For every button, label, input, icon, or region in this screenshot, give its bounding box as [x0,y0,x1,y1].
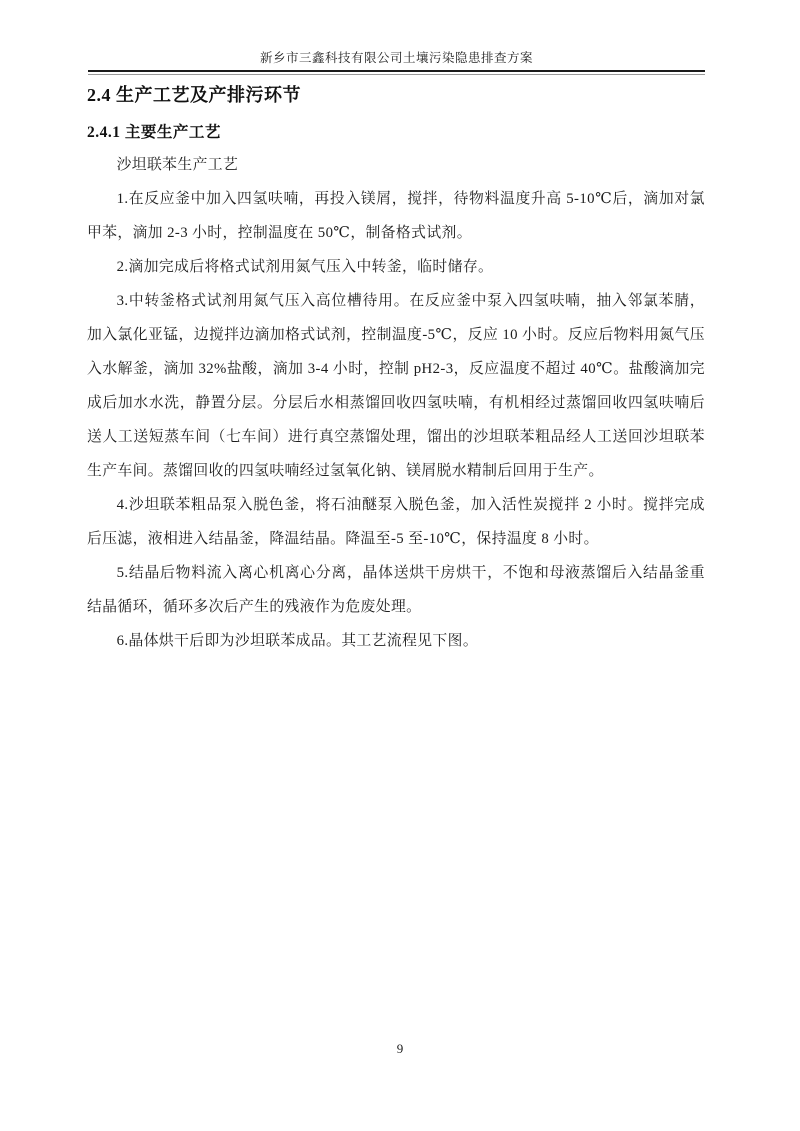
paragraph-intro: 沙坦联苯生产工艺 [116,157,239,173]
paragraph-step-1: 1.在反应釜中加入四氢呋喃，再投入镁屑，搅拌，待物料温度升高 5-10℃后，滴加对氯甲苯，滴加 2-3 小时，控制温度在 50℃，制备格式试剂。 [87,191,705,241]
paragraph-step-3: 3.中转釜格式试剂用氮气压入高位槽待用。在反应釜中泵入四氢呋喃，抽入邻氯苯腈，加入氯化亚锰，边搅拌边滴加格式试剂，控制温度-5℃，反应 10 小时。反应后物料用氮气压入水解釜，滴加 32%盐酸，滴加 3-4 小时，控制 pH2-3，反应温度不超过 40℃。盐酸滴加完成后加水水洗，静置分层。分层后水相蒸馏回收四氢呋喃，有机相经过蒸馏回收四氢呋喃后送人工送短蒸车间（七车间）进行真空蒸馏处理，馏出的沙坦联苯粗品经人工送回沙坦联苯生产车间。蒸馏回收的四氢呋喃经过氢氧化钠、镁屑脱水精制后回用于生产。 [87,293,705,479]
page-header [88,50,705,75]
section-heading: 2.4 生产工艺及产排污环节 [87,85,301,105]
document-content [87,84,705,658]
page-number: 9 [396,1041,404,1056]
paragraph-step-5: 5.结晶后物料流入离心机离心分离，晶体送烘干房烘干，不饱和母液蒸馏后入结晶釜重结晶循环，循环多次后产生的残液作为危废处理。 [87,565,705,615]
paragraph-step-2: 2.滴加完成后将格式试剂用氮气压入中转釜，临时储存。 [116,259,494,275]
subsection-heading: 2.4.1 主要生产工艺 [87,124,221,141]
paragraph-step-6: 6.晶体烘干后即为沙坦联苯成品。其工艺流程见下图。 [116,633,479,649]
header-rule [88,70,705,75]
paragraph-step-4: 4.沙坦联苯粗品泵入脱色釜，将石油醚泵入脱色釜，加入活性炭搅拌 2 小时。搅拌完成后压滤，液相进入结晶釜，降温结晶。降温至-5 至-10℃，保持温度 8 小时。 [87,497,705,547]
header-title: 新乡市三鑫科技有限公司土壤污染隐患排查方案 [259,51,533,65]
page-footer [0,1041,800,1057]
body-text [87,148,705,658]
